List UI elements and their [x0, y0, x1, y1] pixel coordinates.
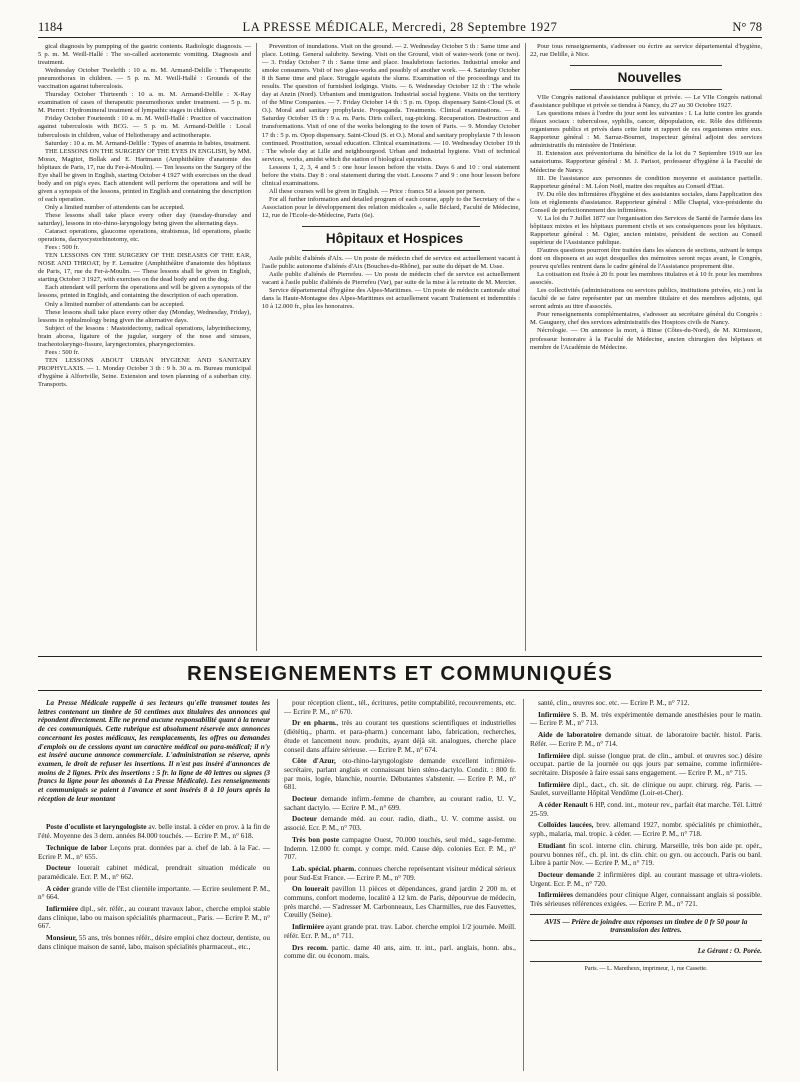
course-paragraph: These lessons shall take place every other day (Monday, Wednesday, Friday), lessons in ophtalmology being given the alternative days.	[38, 308, 251, 324]
column-nouvelles	[530, 43, 762, 651]
ads-column-1	[38, 699, 270, 1071]
course-paragraph: Only a limited number of attendants can be accepted.	[45, 300, 185, 308]
ad-item	[530, 781, 762, 798]
ad-text: fin scol. interne clin. chirurg. Marseille, très bon aide pr. opér., pourvu bonnes réf., ch. pl. int. ds clin. chir. ou gyn. ou accouch. Paris ou banl. Libre à partir Nov. — Ecrire P. M., n° 719.	[530, 841, 762, 868]
ad-lead: Infirmière	[538, 710, 571, 719]
gerant-signature: Le Gérant : O. Porée.	[697, 947, 762, 956]
ad-lead: Dr en pharm.	[292, 719, 337, 728]
ad-lead: Docteur demande	[538, 870, 595, 879]
ad-lead: Etudiant	[538, 841, 566, 850]
ad-text: partic. dame 40 ans, aim. tr. int., parl. anglais, honn. abs., comme dir. ou économ. mais.	[284, 943, 516, 961]
course-paragraph: Fees : 500 fr.	[45, 348, 80, 356]
ad-item	[284, 815, 516, 832]
ad-item	[530, 821, 762, 838]
course-paragraph: Each attendant will perform the operations and will be given a synopsis of the lessons, printed in English, and containing the description of each operation.	[38, 284, 251, 300]
ad-text: 6 HP, cond. int., moteur rev., parfait état marche. Tél. Littré 25-59.	[530, 801, 762, 818]
ad-item	[530, 871, 762, 888]
section-rule	[570, 89, 722, 90]
nouvelles-title: Nouvelles	[617, 70, 682, 86]
ad-item	[38, 885, 270, 902]
ad-item	[284, 795, 516, 812]
course-paragraph: Friday October Fourteenth : 10 a. m. M. Weill-Hallé : Practice of vaccination against tuberculosis with BCG. — 5 p. m. M. Armand-Delille : Local tuberculosis in children, value of Heliotherapy and actinotherapie.	[38, 115, 251, 139]
ad-lead: Technique de labor	[46, 843, 108, 852]
ad-item	[38, 823, 270, 840]
nouvelles-paragraph: Les collectivités (administrations ou services publics, institutions privées, etc.) ont la faculté de se faire représenter par un membre titulaire et des membres adjoints, qui seront admis au titre d'associés.	[530, 287, 762, 311]
ad-item	[284, 923, 516, 940]
ads-list-1	[38, 823, 270, 951]
column-divider	[525, 43, 526, 651]
column-courses-hopitaux	[262, 43, 520, 651]
course-paragraph: Subject of the lessons : Mastoidectomy, radical operations, labyrinthectomy, brain abcess, ligature of the jugular, surgery of the nose and sinuses, tracheotolaryngo-fissure, laryngectomies, pharyngectomies.	[38, 324, 251, 348]
ad-text: demandées pour clinique Alger, connaissant anglais si possible. Très sérieuses références exigées. — Ecrire P. M., n° 721.	[530, 891, 762, 909]
ads-list-3	[530, 699, 762, 909]
ad-lead: Docteur	[46, 864, 71, 873]
ad-lead: Très bon poste	[292, 835, 340, 844]
ad-item	[38, 934, 270, 951]
section-rule	[570, 65, 722, 66]
ad-text: 2 infirmières dipl. au courant massage et ultra-violets. Urgent. Ecr. P. M., n° 720.	[530, 870, 762, 888]
course-paragraph: THE LESSONS ON THE SURGERY OF THE EYES IN ENGLISH, by MM. Morax, Magitot, Bollak and E. Hartmann (Amphithéâtre d'anatomie des hôpitaux de Paris, 17, rue du Fer-à-Moulin). — Ten lessons on the Surgery of the Eye shall be given in English, starting October 4 1927 with exercises on the dead body and on pig's eyes. Each attendent will perform the operations and will be given a synopsis of the lessons, printed in English and containing the description of each operation.	[38, 147, 251, 203]
ad-lead: Aide de laboratoire	[538, 731, 602, 740]
ad-lead: Monsieur,	[46, 934, 77, 943]
nouvelles-paragraph: III. De l'assistance aux personnes de condition moyenne et assistance partielle. Rapporteur général : M. Léon Noël, maitre des requêtes au Conseil d'Etat.	[530, 174, 762, 190]
ad-text: oto-rhino-laryngologiste demande excellent infirmière-secrétaire, parlant anglais et connaissant bien sténo-dactylo. Condit. : 800 fr. par mois, logée, blanchie, nourrie. Débutantes s'abstenir. — Ecrire P. M., n° 681.	[284, 757, 516, 792]
ad-text: pour réception client., tél., écritures, petite comptabilité, recouvrements, etc. — Ecrire P. M., n° 670.	[284, 699, 516, 716]
nouvelles-paragraph: IV. Du rôle des infirmières d'hygiène et des assistantes sociales, dans l'application des lois et règlements d'assistance. Rapporteur général : Mlle Chaptal, vice-présidente du Conseil de perfectionnement des infirmières.	[530, 190, 762, 214]
ad-item	[284, 885, 516, 920]
ad-lead: On louerait	[292, 885, 329, 894]
ad-text: louerait cabinet médical, prendrait situation médicale ou paramédicale. Ecr. P. M., n° 662.	[38, 864, 270, 881]
ad-lead: Infirmières	[538, 891, 573, 900]
ad-item	[530, 711, 762, 728]
header-rule	[38, 37, 762, 38]
hopitaux-paragraph: Service départemental d'hygiène des Alpes-Maritimes. — Un poste de médecin cantonale situé dans la Haute-Montagne des Alpes-Maritimes est actuellement vacant Traitement et indemnités : 10 à 12.000 fr., plus les honoraires.	[262, 287, 520, 311]
course-paragraph: Fees : 500 fr.	[45, 244, 80, 252]
ad-text: S. B. M. très expérimentée demande anesthésies pour le matin. — Ecrire P. M., n° 713.	[530, 710, 762, 728]
course-paragraph: Only a limited number of attendents can be accepted.	[45, 203, 185, 211]
ad-lead: Docteur	[292, 815, 317, 824]
nouvelles-paragraph: II. Extension aux préventoriums du bénéfice de la loi du 7 Septembre 1919 sur les sanatoriums. Rapporteur général : M. J. Parisot, professeur d'hygiène à la Faculté de Médecine de Nancy.	[530, 150, 762, 174]
ad-text: dipl. suisse (longue prat. de clin., ambul. et œuvres soc.) désire occupat. partie de la journée ou qqs jours par semaine, comme infirmière-secrétaire. Disposée à faire essai sans engagement. — Ecrire P. M., n° 715.	[530, 751, 762, 777]
ad-text: connues cherche représentant visiteur médical sérieux pour Sud-Est France. — Ecrire P. M., n° 709.	[284, 864, 516, 882]
ad-item	[530, 699, 762, 708]
course-paragraph: Thursday October Thirteenth : 10 a. m. M. Armand-Delille : X-Ray examination of cases of therapeutic pneumothorax under treatment. — 5 p. m. M. Pierret : Hydromineral treatment of lympathic stages in children.	[38, 91, 251, 115]
column-divider	[523, 699, 524, 1071]
ad-lead: Drs recom.	[292, 943, 328, 952]
course-paragraph: Cataract operations, glaucome operations, strabismus, lid operations, plastic operations, dacryocystorhinotomy, etc.	[38, 228, 251, 244]
ad-item	[284, 944, 516, 961]
ad-item	[530, 842, 762, 868]
banner-rule-bottom	[38, 690, 762, 691]
course-paragraph: All these courses will be given in English. — Price : francs 50 a lesson per person.	[269, 187, 486, 195]
notice-paragraph: La Presse Médicale rappelle à ses lecteurs qu'elle transmet toutes les lettres contenant un timbre de 50 centimes aux titulaires des annonces qui répondent directement. Elle ne prend aucune responsabilité quant à la teneur de ces communiqués. Cette rubrique est absolument réservée aux annonces concernant les postes médicaux, les remplacements, les offres ou demandes d'emplois ou de cessions ayant un caractère médical ou para-médical; il n'y est inséré aucune annonce commerciale. L'administration se réserve, après examen, le droit de refuser les insertions. Il n'est pas inséré d'annonces de moins de 2 lignes. Prix des insertions : 5 fr. la ligne de 40 lettres ou signes (3 francs la ligne pour les abonnés à La Presse Médicale). Les renseignements et communiqués se paient à l'avance et sont insérés 8 à 10 jours après la réception de leur montant	[38, 699, 270, 803]
ad-lead: Poste d'oculiste et laryngologiste	[46, 823, 147, 832]
avis-rule	[530, 961, 762, 962]
courses-continued	[262, 43, 520, 220]
ad-text: demande infirm.-femme de chambre, au courant radio, U. V., sachant dactylo. — Ecrire P. M., n° 699.	[284, 795, 516, 812]
ad-lead: Infirmière	[538, 751, 571, 760]
ad-item	[530, 801, 762, 818]
ad-lead: Côte d'Azur,	[292, 757, 336, 766]
ad-text: demande méd. au cour. radio, diath., U. V. comme assist. ou associé. Ecr. P. M., n° 703.	[284, 815, 516, 833]
nouvelles-paragraph: VIIe Congrès national d'assistance publique et privée. — Le VIIe Congrès national d'assistance publique et privée se tiendra à Nancy, du 27 au 30 Octobre 1927.	[530, 94, 762, 110]
ad-text: pavillon 11 pièces et dépendances, grand jardin 2 200 m. et communs, confort moderne, localité à 12 km. de Paris, dépourvue de médecin, près marché. — S'adresser M. Carbonneaux, Les Charmilles, rue des Fauvettes, Cœuilly (Seine).	[284, 885, 516, 920]
nouvelles-paragraph: La cotisation est fixée à 20 fr. pour les membres titulaires et à 10 fr. pour les membres associés.	[530, 271, 762, 287]
nouvelles-paragraph: Pour renseignements complémentaires, s'adresser au secrétaire général du Congrès : M. Gauguery, chef des services administratifs des Hospices civils de Nancy.	[530, 311, 762, 327]
ad-text: demande situat. de laboratoire bactér. histol. Paris. Référ. — Ecrire P. M., n° 714.	[530, 731, 762, 748]
hopitaux-section	[262, 255, 520, 311]
ad-text: 55 ans, très bonnes référ., désire emploi chez docteur, dentiste, ou dans clinique maison de santé, labo, maison spécialités pharmaceut., etc.,	[38, 934, 270, 951]
ad-lead: Lab. spécial. pharm.	[292, 864, 357, 873]
nouvelles-paragraph: Nécrologie. — On annonce la mort, à Binse (Côtes-du-Nord), de M. Kirmisson, professeur honoraire à la Faculté de Médecine, ancien chirurgien des hôpitaux et membre de l'Académie de Médecine.	[530, 327, 762, 351]
course-paragraph: TEN LESSONS ABOUT URBAN HYGIENE AND SANITARY PROPHYLAXIS. — 1. Monday October 3 th : 9 h. 30 a. m. Bureau municipal d'hygiène à Alfortville, Seine. Extension and town planning of a suberban city. Transports.	[38, 356, 251, 388]
ad-item	[530, 752, 762, 778]
ad-item	[530, 891, 762, 908]
page-header	[38, 16, 762, 38]
course-paragraph: TEN LESSONS ON THE SURGERY OF THE DISEASES OF THE EAR, NOSE AND THROAT, by F. Lemaitre (Amphithéâtre d'anatomie des hôpitaux de Paris, 17, rue du Fer-à-Moulin. — These lessons shall be given in English, starting October 3 1927, with exercises on the dead body and on the dog.	[38, 252, 251, 284]
ad-text: dipl., sér. référ., au courant travaux labor., cherche emploi stable dans clinique, labo ou maison spécialités pharmaceut., Paris. — Ecrire P. M., n° 667.	[38, 905, 270, 931]
avis-rule	[530, 914, 762, 915]
column-divider	[256, 43, 257, 651]
course-paragraph: Lessons 1, 2, 3, 4 and 5 : one hour lesson before the visits. Days 6 and 10 : oral statement before the visits. Day 8 : oral statement during the visit. Lessons 7 and 9 : one hour lesson before clinical examinations.	[262, 163, 520, 187]
course-paragraph: These lessons shall take place every other day (tuesday-thursday and saturday), lessons in oto-rhino-laryngology being given the alternating days.	[38, 211, 251, 228]
ad-text: Leçons prat. données par a. chef de lab. à la Fac. — Ecrire P. M., n° 655.	[38, 843, 270, 861]
ad-item	[284, 836, 516, 862]
avis-rule	[530, 940, 762, 941]
ad-item	[284, 699, 516, 716]
ad-lead: A céder Renault	[538, 801, 588, 810]
banner-rule-top	[38, 656, 762, 657]
column-divider	[277, 699, 278, 1071]
ad-text: ayant grande prat. trav. Labor. cherche emploi 1/2 journée. Meill. référ. Ecr. P. M., n° 711.	[284, 923, 516, 940]
banner-title: RENSEIGNEMENTS ET COMMUNIQUÉS	[186, 662, 614, 685]
nouvelles-paragraph: D'autres questions pourront être traitées dans les séances de sections, suivant le temps dont on disposera et au sujet desquelles des mémoires seront reçus avant, le Congrès, pourvu qu'elles rentrent dans le cadre général de l'Assistance proprement dite.	[530, 246, 762, 271]
ad-item	[38, 844, 270, 861]
hopitaux-title: Hôpitaux et Hospices	[325, 231, 464, 247]
nouvelles-paragraph: Les questions mises à l'ordre du jour sont les suivantes : I. La lutte contre les grands fléaux sociaux : tuberculose, syphilis, cancer, dépopulation, etc. Rôle des différents organismes publics et privés dans cette lutte et rapport de ces organismes entre eux. Rapporteur général : M. Sarraz-Bournet, inspecteur général adjoint des services administratifs du ministère de l'Intérieur.	[530, 110, 762, 150]
nouvelles-paragraph: V. La loi du 7 Juillet 1877 sur l'organisation des Services de Santé de l'armée dans les hôpitaux mixtes et les hôpitaux purement civils et ses conséquences pour les hôpitaux. Rapporteur général : M. Ogier, ancien ministre, président de section au Conseil supérieur de l'Assistance publique.	[530, 214, 762, 246]
ad-text: av. belle instal. à céder en prov. à la fin de l'été. Moyenne des 3 dern. années 84.000 touchés. — Ecrire P. M., n° 618.	[38, 823, 270, 841]
ads-column-3	[530, 699, 762, 1071]
masthead: LA PRESSE MÉDICALE, Mercredi, 28 Septembre 1927	[242, 20, 558, 34]
ad-item	[38, 864, 270, 881]
course-paragraph: For all further information and detailed program of each course, apply to the Secretary of the « Association pour le développement des relation médicales », salle Béclard, Faculté de Médecine, 12, rue de l'Ecole-de-Médecine, Paris (6e).	[262, 195, 520, 219]
ad-lead: Colloïdes laucées,	[538, 821, 594, 830]
hopitaux-paragraph: Asile public d'aliénés de Pierrefeu. — Un poste de médecin chef de service est actuellement vacant à l'asile public d'aliénés de Pierrefeu (Var), par suite de la mise à la retraite de M. Mercier.	[262, 271, 520, 287]
course-paragraph: Wednesday October Twelefth : 10 a. m. M. Armand-Delille : Therapeutic pneumothorax in children. — 5 p. m. M. Weill-Hallé : Grounds of the vaccination against tuberculosis.	[38, 67, 251, 91]
course-paragraph: Prevention of inundations. Visit on the ground. — 2. Wednesday October 5 th : Same time and place. Lotting. General salubrity. Sewing. Visit on the Ground, visit of water-work (one or two). — 3. Friday October 7 th : Same time and place. Insalubrious factories. Industrial smoke and smoke consumers. Visit of two glass-works and possibly of another work. — 4. Saturday October 8 th Same time and place. Struggle agaiuts the slums. Examination of the proceedings and its results. The question of furnished lodgings. Visits. — 6. Wednesday October 12 th : The whole day at Anzin (Nord). Urbanism and immigration. Industrial social hygiene. Visits on the territory of the Mine Companies. — 7. Friday October 14 th : 5 p. m. Opop. dispensary Saint-Cloud (S. et O.). Moral and sanitary prophylaxie. Propaganda. Treatments. Clinical examinations. — 8. Saturday October 15 th : 9 a. m. Paris. Dirts collect, rag-picking. Recuperation. Destruction and transformations. Visit of one of the works belonging to the town of Paris. — 9. Monday October 17 th : 5 p. m. Opop dispensary. Saint-Cloud (S. et O.). Moral and sanitary prophylaxie 7 th lesson continued. Prostitution, sexual education. Clinical examinations. — 10. Wednesday October 19 th : The whole day at Lille and neighbourgood. Urban and industrial hygiene. Visit of technical services, works, amidst which the station of biological epuration.	[262, 43, 520, 163]
course-paragraph: gical diagnosis by pumpping of the gastric contents. Radiologic diagnosis. — 5 p. m. M. Weill-Hallé : The so-called acetonemic vomiting. Diagnosis and treatment.	[38, 43, 251, 67]
page-number: 1184	[38, 20, 63, 34]
ad-text: brev. allemand 1927, nombr. spécialités pr chimiothér., syph., malaria, mal. tropic. à céder. — Ecrire P. M., n° 718.	[530, 821, 762, 839]
course-paragraph: Saturday : 10 a. m. M. Armand-Delille : Types of anæmia in babies, treatment.	[45, 139, 251, 147]
ad-lead: Infirmière	[46, 905, 79, 914]
ad-text: , très au courant tes questions scientifiques et industrielles (diététiq., pharm. et para-pharm.) concernant labo, fabrication, recherches, étude et lancement nouv. produits, ayant déjà sit. analogues, cherche place conseil dans affaire sérieuse. — Ecrire P. M., n° 674.	[284, 719, 516, 754]
avis-notice: AVIS — Prière de joindre aux réponses un timbre de 0 fr 50 pour la transmission des lettres.	[544, 917, 748, 935]
ad-item	[284, 719, 516, 754]
section-rule	[302, 250, 480, 251]
ad-text: dipl., dact., ch. sit. de clinique ou aupr. chirurg. rég. Paris. — Saulet, surveillante Hôpital Vendôme (Loir-et-Cher).	[530, 780, 762, 798]
ad-lead: Infirmière	[292, 923, 325, 932]
section-rule	[302, 226, 480, 227]
ad-lead: Infirmière	[538, 780, 571, 789]
ad-text: grande ville de l'Est clientèle importante. — Ecrire seulement P. M., n° 664.	[38, 884, 270, 902]
intro-paragraph: Pour tous renseignements, s'adresser ou écrire au service départemental d'hygiène, 22, rue Delille, à Nice.	[530, 43, 762, 59]
ad-item	[38, 905, 270, 931]
ads-column-2	[284, 699, 516, 1071]
ad-lead: A céder	[46, 884, 70, 893]
ad-item	[284, 865, 516, 882]
ad-item	[530, 731, 762, 748]
printer-line: Paris. — L. Maretheux, imprimeur, 1, rue Cassette.	[584, 965, 708, 972]
issue-number: N° 78	[732, 20, 762, 34]
hopitaux-paragraph: Asile public d'aliénés d'Alx. — Un poste de médecin chef de service est actuellement vacant à l'asile public autonome d'aliénés d'Aix (Bouches-du-Rhône), par suite du départ de M. Usse.	[262, 255, 520, 271]
ad-item	[284, 757, 516, 792]
column-courses	[38, 43, 251, 651]
ad-text: santé, clin., œuvres soc. etc. — Ecrire P. M., n° 712.	[538, 699, 690, 707]
ad-lead: Docteur	[292, 795, 317, 804]
nouvelles-section	[530, 94, 762, 352]
ad-text: campagne Ouest, 70.000 touchés, seul méd., sage-femme. Indemn. 12.000 fr. compt. y compr. méd. Cause dép. colonies Ecr. P. M., n° 707.	[284, 835, 516, 862]
